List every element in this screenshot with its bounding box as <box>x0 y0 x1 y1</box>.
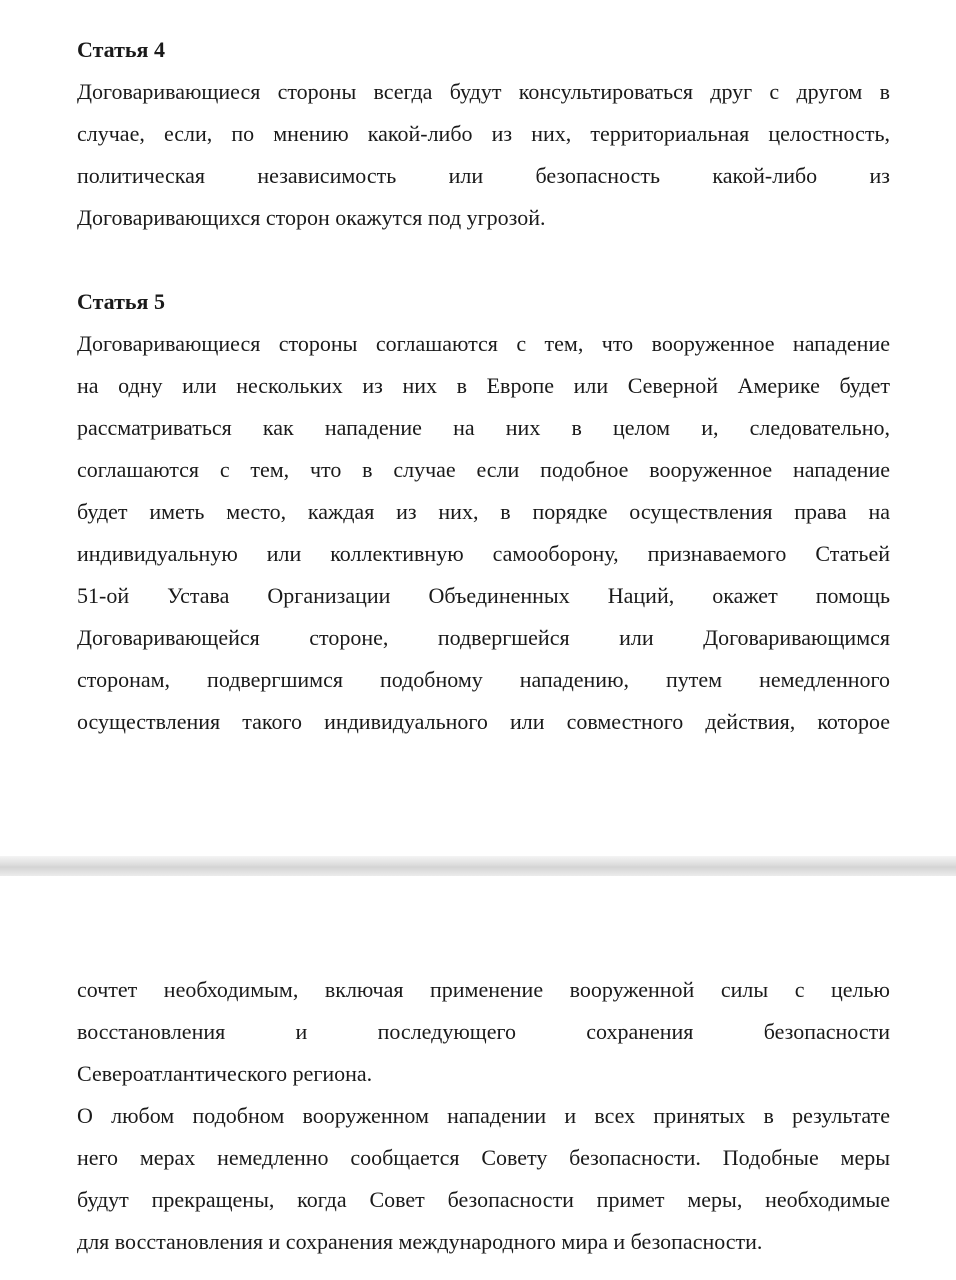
text-line: него мерах немедленно сообщается Совету безопасности. Подобные меры <box>77 1145 890 1170</box>
text-line: Договаривающиеся стороны всегда будут консультироваться друг с другом в <box>77 79 890 104</box>
text-line: индивидуальную или коллективную самооборону, признаваемого Статьей <box>77 541 890 566</box>
article-5-heading: Статья 5 <box>77 289 165 314</box>
text-line: Договаривающихся сторон окажутся под угрозой. <box>77 205 546 230</box>
text-line: осуществления такого индивидуального или совместного действия, которое <box>77 709 890 734</box>
text-line: Договаривающиеся стороны соглашаются с тем, что вооруженное нападение <box>77 331 890 356</box>
text-line: политическая независимость или безопасность какой-либо из <box>77 163 890 188</box>
article-5-text <box>77 323 890 743</box>
document-page-2 <box>0 876 956 1280</box>
text-line: будет иметь место, каждая из них, в порядке осуществления права на <box>77 499 890 524</box>
text-line: на одну или нескольких из них в Европе или Северной Америке будет <box>77 373 890 398</box>
page-separator <box>0 856 956 876</box>
text-line: Североатлантического региона. <box>77 1061 373 1086</box>
text-line: рассматриваться как нападение на них в целом и, следовательно, <box>77 415 890 440</box>
text-line: случае, если, по мнению какой-либо из них, территориальная целостность, <box>77 121 890 146</box>
text-line: соглашаются с тем, что в случае если подобное вооруженное нападение <box>77 457 890 482</box>
notification-paragraph <box>77 1095 890 1263</box>
article-4-heading: Статья 4 <box>77 37 165 62</box>
article-4-text <box>77 71 890 239</box>
text-line: 51-ой Устава Организации Объединенных Наций, окажет помощь <box>77 583 890 608</box>
text-line: О любом подобном вооруженном нападении и всех принятых в результате <box>77 1103 890 1128</box>
text-line: восстановления и последующего сохранения безопасности <box>77 1019 890 1044</box>
article-5 <box>77 290 890 743</box>
article-4 <box>77 38 890 239</box>
text-line: сочтет необходимым, включая применение вооруженной силы с целью <box>77 977 890 1002</box>
text-line: будут прекращены, когда Совет безопасности примет меры, необходимые <box>77 1187 890 1212</box>
text-line: для восстановления и сохранения международного мира и безопасности. <box>77 1229 763 1254</box>
continuation-text <box>77 969 890 1095</box>
text-line: сторонам, подвергшимся подобному нападению, путем немедленного <box>77 667 890 692</box>
text-line: Договаривающейся стороне, подвергшейся или Договаривающимся <box>77 625 890 650</box>
article-5-continuation <box>77 969 890 1263</box>
